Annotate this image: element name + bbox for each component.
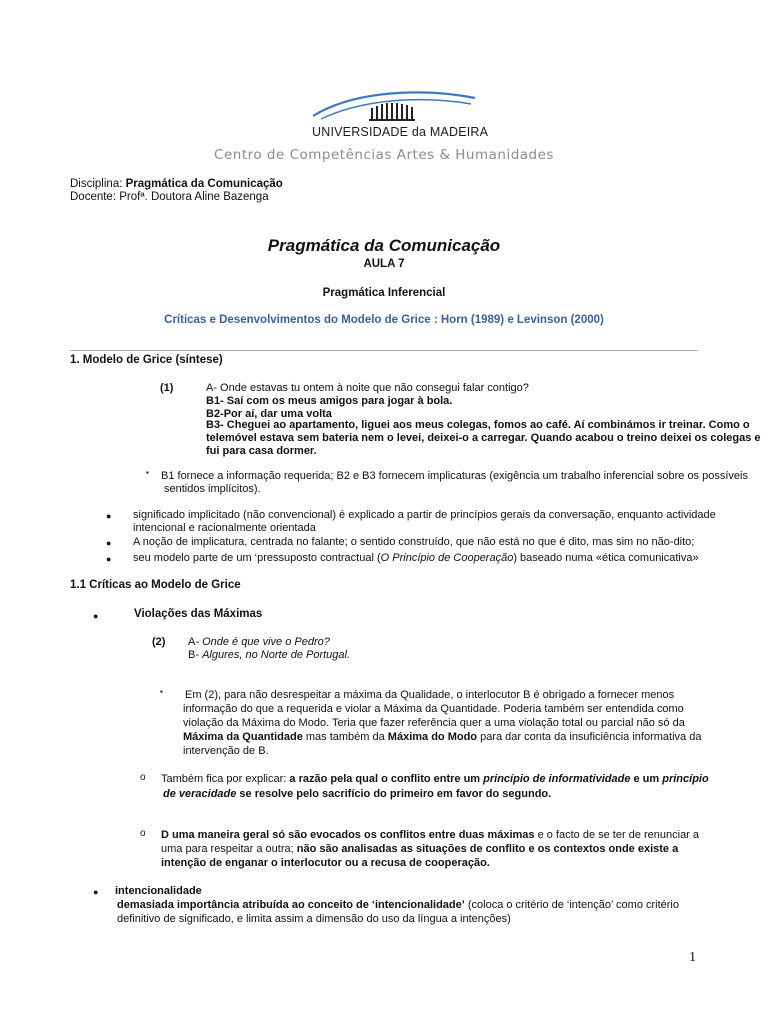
para3-line1 xyxy=(161,829,699,843)
page-title: Pragmática da Comunicação xyxy=(267,236,501,255)
para2-line1 xyxy=(161,773,709,787)
intencionalidade-heading: intencionalidade xyxy=(115,885,202,897)
example2-line-a xyxy=(188,636,330,650)
example1-number: (1) xyxy=(160,382,174,394)
para2-line2 xyxy=(163,788,551,802)
para2-e: princípio xyxy=(662,773,709,785)
disciplina-line xyxy=(70,178,283,190)
para4-a: demasiada importância atribuída ao conceito de ‘intencionalidade’ xyxy=(117,899,465,911)
example2-b-label: B- xyxy=(188,649,203,661)
example2-a-label: A- xyxy=(188,636,203,648)
para4-line1 xyxy=(117,899,679,913)
para3-line2 xyxy=(161,843,678,857)
para4-b: (coloca o critério de ‘intenção’ como critério xyxy=(464,899,679,911)
bullet-modelo-b: ) baseado numa «ética comunicativa» xyxy=(513,552,699,564)
example2-a-text: Onde é que vive o Pedro? xyxy=(202,636,330,648)
para2-c: princípio de informatividade xyxy=(483,773,631,785)
bullet-implicatura: A noção de implicatura, centrada no falante; o sentido construído, que não está no que é dito, mas sim no não-dito; xyxy=(133,536,695,548)
bullet-modelo xyxy=(133,552,699,566)
bullet-significado: significado implicitado (não convencional) é explicado a partir de princípios gerais da conversação, enquanto actividade xyxy=(133,509,716,521)
example2-line-b xyxy=(188,649,350,663)
para2-f: de veracidade xyxy=(163,788,237,800)
horizontal-rule xyxy=(70,350,698,351)
example1-line-b3: B3- Cheguei ao apartamento, liguei aos meus colegas, fomos ao café. Aí combinámos ir treinar. Como o xyxy=(206,419,750,431)
bullet-significado-cont: intencional e racionalmente orientada xyxy=(133,522,316,534)
para3-a: D uma maneira geral só são evocados os conflitos entre duas máximas xyxy=(161,829,535,841)
bullet-dot-icon: ● xyxy=(106,554,112,564)
example1-line-b3-cont1: telemóvel estava sem bateria nem o levei, deixei-o a carregar. Quando acabou o treino deixei os colegas e xyxy=(206,432,761,444)
bullet-modelo-a: seu modelo parte de um ‘pressuposto contractual ( xyxy=(133,552,381,564)
critics-heading: Críticas e Desenvolvimentos do Modelo de Grice : Horn (1989) e Levinson (2000) xyxy=(164,314,604,326)
para2-g: se resolve pelo sacrifício do primeiro em favor do segundo. xyxy=(236,788,552,800)
example1-note: B1 fornece a informação requerida; B2 e B3 fornecem implicaturas (exigência um trabalho inferencial sobre os possíveis xyxy=(161,470,748,482)
subtitle: Pragmática Inferencial xyxy=(322,287,446,299)
example1-line-a: A- Onde estavas tu ontem à noite que não consegui falar contigo? xyxy=(206,382,529,394)
para4-line2: definitivo de significado, e limita assim a dimensão do uso da língua a intenções) xyxy=(117,913,511,925)
example1-line-b1: B1- Saí com os meus amigos para jogar à bola. xyxy=(206,395,453,407)
page-number: 1 xyxy=(689,950,696,965)
bullet-dot-icon: ● xyxy=(106,538,112,548)
bullet-modelo-italic: O Princípio de Cooperação xyxy=(380,552,514,564)
disciplina-label: Disciplina: xyxy=(70,178,126,190)
example2-b-text: Algures, no Norte de Portugal. xyxy=(202,649,351,661)
para1-line3: violação da Máxima do Modo. Teria que fazer referência quer a uma violação total ou parcial não só da xyxy=(183,717,685,729)
example1-note-cont: sentidos implícitos). xyxy=(164,483,261,495)
centro-heading: Centro de Competências Artes & Humanidades xyxy=(214,147,554,163)
example1-line-b3-cont2: fui para casa dormer. xyxy=(206,445,317,457)
example1-line-b2: B2-Por aí, dar uma volta xyxy=(206,408,332,420)
para3-line3: intenção de enganar o interlocutor ou a recusa de cooperação. xyxy=(161,857,490,869)
square-bullet-icon: ▪ xyxy=(146,468,149,477)
docente-line: Docente: Profª. Doutora Aline Bazenga xyxy=(70,191,269,203)
circle-bullet-icon: o xyxy=(140,828,146,839)
square-bullet-icon: ▪ xyxy=(160,687,163,696)
para2-d: e um xyxy=(630,773,663,785)
example2-number: (2) xyxy=(152,636,166,648)
para2-b: a razão pela qual o conflito entre um xyxy=(289,773,484,785)
para3-b: e o facto de se ter de renunciar a xyxy=(534,829,700,841)
section11-heading: 1.1 Críticas ao Modelo de Grice xyxy=(70,579,241,591)
para1-line4 xyxy=(183,731,701,745)
para3-d: não são analisadas as situações de conflito e os contextos onde existe a xyxy=(296,843,679,855)
aula-label: AULA 7 xyxy=(363,258,405,270)
para1-line2: informação do que a requerida e violar a Máxima da Quantidade. Poderia também ser entendida como xyxy=(183,703,684,715)
bullet-dot-icon: ● xyxy=(106,511,112,521)
para1-line4-end: para dar conta da insuficiência informativa da xyxy=(477,731,702,743)
section1-heading: 1. Modelo de Grice (síntese) xyxy=(70,354,223,366)
para1-line1: Em (2), para não desrespeitar a máxima da Qualidade, o interlocutor B é obrigado a fornecer menos xyxy=(185,689,675,701)
logo-text: UNIVERSIDADE da MADEIRA xyxy=(312,125,489,139)
maxima-quantidade: Máxima da Quantidade xyxy=(183,731,303,743)
disciplina-value: Pragmática da Comunicação xyxy=(125,178,283,190)
para2-a: Também fica por explicar: xyxy=(161,773,290,785)
para3-c: uma para respeitar a outra; xyxy=(161,843,297,855)
bullet-dot-icon: ● xyxy=(93,887,99,897)
maxima-modo: Máxima do Modo xyxy=(387,731,478,743)
para1-line4-mid: mas também da xyxy=(302,731,388,743)
bullet-dot-icon: ● xyxy=(93,611,99,621)
para1-line5: intervenção de B. xyxy=(183,745,269,757)
circle-bullet-icon: o xyxy=(140,772,146,783)
violacoes-heading: Violações das Máximas xyxy=(134,608,263,620)
